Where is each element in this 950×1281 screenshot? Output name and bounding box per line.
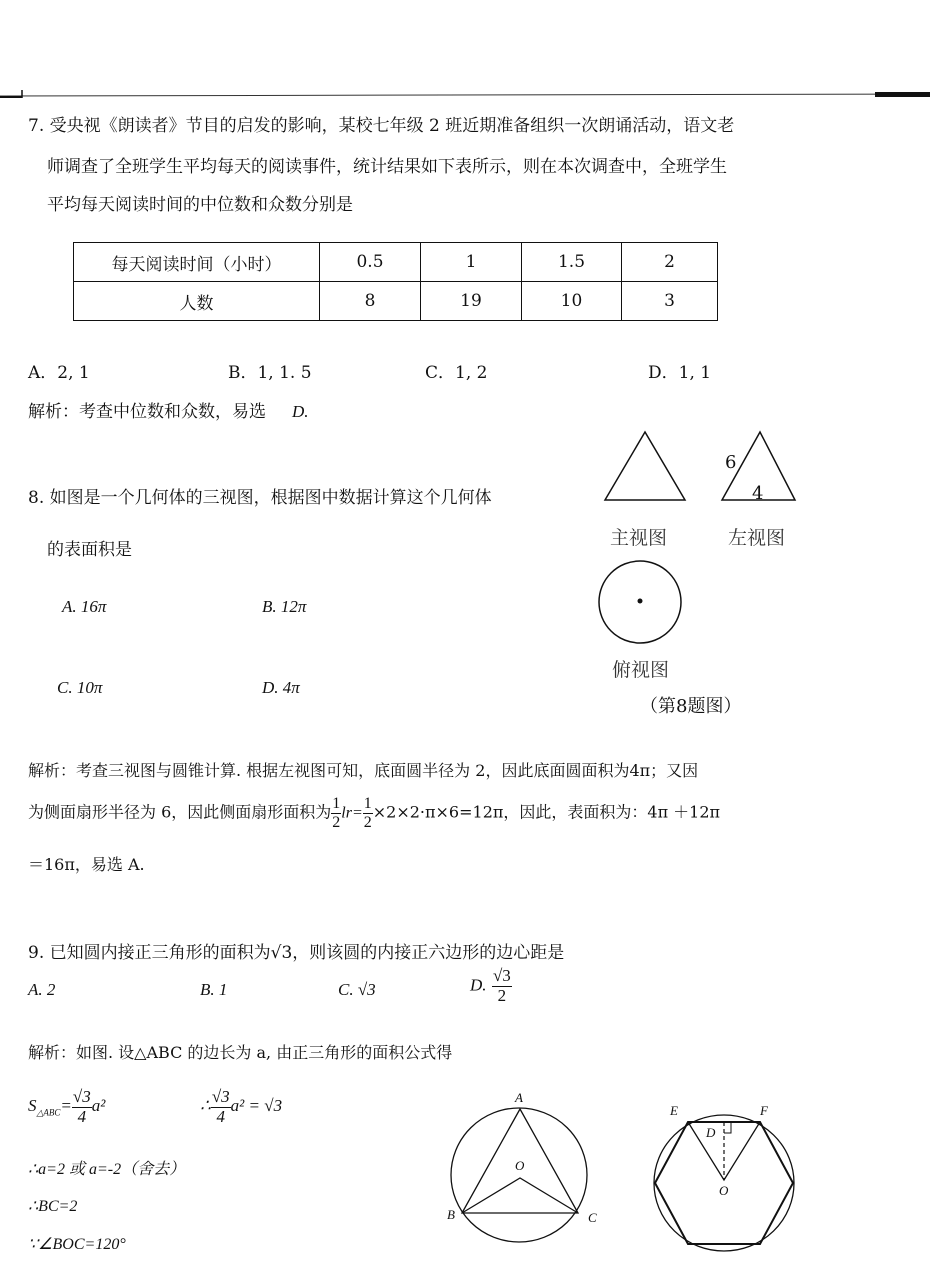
table-cell: 1 [421, 243, 522, 282]
table-cell: 3 [622, 282, 718, 321]
left-view-label: 左视图 [728, 527, 786, 549]
fraction [72, 1088, 92, 1126]
label-d: D [706, 1125, 716, 1140]
table-cell: 10 [522, 282, 622, 321]
q9-analysis: 解析：如图. 设△ABC 的边长为 a, 由正三角形的面积公式得 [28, 1043, 453, 1062]
label-a: A [515, 1090, 523, 1105]
q7-option-c: C．1, 2 [425, 363, 488, 383]
q8-text-line1: 8. 如图是一个几何体的三视图，根据图中数据计算这个几何体 [28, 488, 492, 508]
label-c: C [588, 1210, 597, 1225]
q7-option-b: B．1, 1. 5 [228, 363, 312, 383]
q9-option-d [470, 967, 512, 1005]
analysis-text: 为侧面扇形半径为 6，因此侧面扇形面积为 [28, 802, 332, 822]
denominator: 4 [216, 1106, 225, 1126]
fraction-sqrt3-over-2 [492, 967, 512, 1005]
formula: a² [91, 1096, 106, 1116]
numerator: √3 [492, 966, 511, 985]
top-view-circle [599, 561, 681, 643]
label-b: B [447, 1207, 455, 1222]
step-1: ∴a=2 或 a=-2（舍去） [28, 1161, 186, 1178]
q8-analysis-line3: ＝16π，易选 A. [28, 855, 145, 874]
q7-text-line3: 平均每天阅读时间的中位数和众数分别是 [47, 195, 353, 215]
label-e: E [670, 1103, 678, 1118]
label-f: F [760, 1103, 768, 1118]
slant-label: 6 [725, 452, 737, 473]
numerator: √3 [72, 1087, 91, 1106]
denominator: 2 [332, 813, 341, 831]
q9-text-line1: 9. 已知圆内接正三角形的面积为√3，则该圆的内接正六边形的边心距是 [28, 943, 565, 963]
label-o: O [515, 1158, 525, 1173]
q8-option-a: A. 16π [62, 597, 107, 616]
numerator: 1 [363, 795, 372, 812]
q9-option-c: C. √3 [338, 980, 376, 999]
formula: S [28, 1096, 37, 1116]
formula: a² = √3 [230, 1096, 283, 1116]
q8-option-d: D. 4π [262, 678, 300, 697]
numerator: √3 [211, 1087, 230, 1106]
figure-caption: （第8题图） [640, 696, 742, 717]
q7-option-a: A．2, 1 [28, 363, 90, 383]
q8-text-line2: 的表面积是 [47, 540, 132, 560]
q7-option-d: D．1, 1 [648, 363, 712, 383]
table-row [74, 243, 718, 282]
fraction [211, 1088, 231, 1126]
q9-option-a: A. 2 [28, 980, 56, 999]
label-o2: O [719, 1183, 729, 1198]
q8-analysis-line2 [28, 795, 720, 831]
denominator: 4 [77, 1106, 87, 1126]
reading-time-table [73, 242, 718, 321]
table-cell: 8 [320, 282, 421, 321]
area-formula [28, 1088, 105, 1126]
q7-analysis [28, 397, 309, 422]
table-cell: 每天阅读时间（小时） [74, 243, 320, 282]
formula: ∴ [200, 1096, 211, 1116]
top-view-label: 俯视图 [612, 659, 670, 681]
table-cell: 1.5 [522, 243, 622, 282]
q9-option-b: B. 1 [200, 980, 228, 999]
table-row [74, 282, 718, 321]
front-view-label: 主视图 [610, 527, 668, 549]
formula: △ABC [36, 1107, 61, 1118]
denominator: 2 [497, 985, 507, 1005]
q8-analysis-line1: 解析：考查三视图与圆锥计算. 根据左视图可知，底面圆半径为 2，因此底面圆面积为4π；又因 [28, 761, 699, 780]
analysis-text: 解析：考查中位数和众数，易选 [28, 402, 266, 422]
front-view-triangle [605, 432, 685, 500]
formula: = [60, 1096, 72, 1116]
step-3: ∵∠BOC=120° [28, 1236, 126, 1253]
option-label: D. [470, 975, 487, 995]
answer: D. [292, 402, 309, 421]
q7-text-line1: 7. 受央视《朗读者》节目的启发的影响，某校七年级 2 班近期准备组织一次朗诵活动，语文老 [28, 116, 735, 136]
numerator: 1 [332, 795, 341, 812]
fraction-half [331, 795, 341, 831]
table-cell: 2 [622, 243, 718, 282]
table-cell: 人数 [74, 282, 320, 321]
base-label: 4 [752, 483, 764, 504]
denominator: 2 [363, 813, 372, 831]
equation [200, 1088, 282, 1126]
fraction-half [363, 795, 373, 831]
table-cell: 19 [421, 282, 522, 321]
formula: ×2×2·π×6=12π，因此，表面积为：4π ＋12π [372, 802, 721, 822]
inscribed-triangle-figure [451, 1108, 587, 1242]
table-cell: 0.5 [320, 243, 421, 282]
q7-text-line2: 师调查了全班学生平均每天的阅读事件，统计结果如下表所示，则在本次调查中，全班学生 [47, 157, 727, 177]
step-2: ∴BC=2 [28, 1198, 78, 1215]
q8-option-c: C. 10π [57, 678, 103, 697]
formula: lr= [341, 804, 363, 822]
q8-option-b: B. 12π [262, 597, 307, 616]
